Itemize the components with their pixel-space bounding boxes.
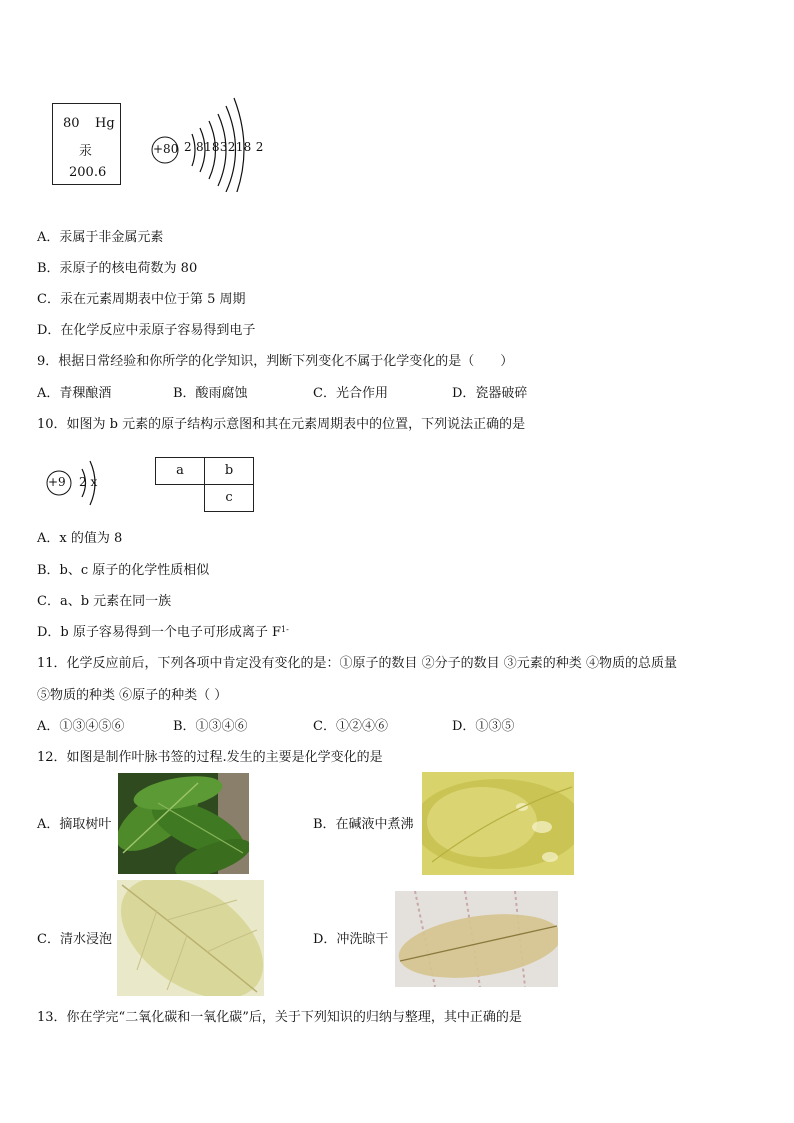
q10-stem: 10．如图为 b 元素的原子结构示意图和其在元素周期表中的位置，下列说法正确的是 [37, 417, 526, 432]
q8-option-a: A．汞属于非金属元素 [37, 230, 164, 245]
q11-stem-line2: ⑤物质的种类 ⑥原子的种类（ ） [37, 688, 228, 703]
q13-stem: 13．你在学完“二氧化碳和一氧化碳”后，关于下列知识的归纳与整理，其中正确的是 [37, 1010, 522, 1025]
q9-option-c: C．光合作用 [313, 386, 388, 401]
atomic-mass: 200.6 [69, 165, 107, 180]
cell-a: a [155, 457, 205, 485]
dried-leaf-photo [395, 891, 558, 987]
element-name: 汞 [79, 144, 93, 159]
q9-option-b: B．酸雨腐蚀 [173, 386, 248, 401]
f-atom-diagram [42, 452, 112, 514]
q11-stem-line1: 11．化学反应前后，下列各项中肯定没有变化的是：①原子的数目 ②分子的数目 ③元素的种类 ④物质的总质量 [37, 656, 677, 671]
q10-option-d-text: D．b 原子容易得到一个电子可形成离子 F [37, 625, 282, 640]
element-symbol: Hg [95, 116, 115, 131]
q11-option-c: C．①②④⑥ [313, 719, 388, 734]
q12-option-c: C．清水浸泡 [37, 932, 112, 947]
element-card [52, 103, 121, 185]
ion-charge: 1- [281, 625, 289, 634]
q12-option-a: A．摘取树叶 [37, 817, 112, 832]
q11-option-b: B．①③④⑥ [173, 719, 248, 734]
cell-c: c [204, 484, 254, 512]
q10-option-c: C．a、b 元素在同一族 [37, 594, 172, 609]
q9-stem: 9．根据日常经验和你所学的化学知识，判断下列变化不属于化学变化的是（ ） [37, 354, 514, 369]
q8-option-b: B．汞原子的核电荷数为 80 [37, 261, 198, 276]
f-nucleus-label: +9 [48, 475, 66, 489]
f-shell-electrons: 2 x [79, 475, 98, 489]
q12-option-b: B．在碱液中煮沸 [313, 817, 414, 832]
cell-b: b [204, 457, 254, 485]
hg-nucleus-label: +80 [153, 142, 179, 156]
q10-option-d [37, 625, 289, 641]
hg-shell-electrons: 2 8183218 2 [184, 140, 264, 154]
atomic-number: 80 [63, 116, 80, 131]
boiling-leaf-photo [422, 772, 574, 875]
q11-option-d: D．①③⑤ [452, 719, 515, 734]
green-leaves-photo [118, 773, 249, 874]
q11-option-a: A．①③④⑤⑥ [37, 719, 125, 734]
q8-option-d: D．在化学反应中汞原子容易得到电子 [37, 323, 256, 338]
q10-option-a: A．x 的值为 8 [37, 531, 123, 546]
soaked-leaf-photo [117, 880, 264, 996]
q9-option-a: A．青稞酿酒 [37, 386, 112, 401]
q10-option-b: B．b、c 原子的化学性质相似 [37, 563, 210, 578]
q12-stem: 12．如图是制作叶脉书签的过程.发生的主要是化学变化的是 [37, 750, 383, 765]
q12-option-d: D．冲洗晾干 [313, 932, 389, 947]
q8-option-c: C．汞在元素周期表中位于第 5 周期 [37, 292, 246, 307]
q9-option-d: D．瓷器破碎 [452, 386, 528, 401]
hg-atom-diagram [148, 92, 268, 192]
